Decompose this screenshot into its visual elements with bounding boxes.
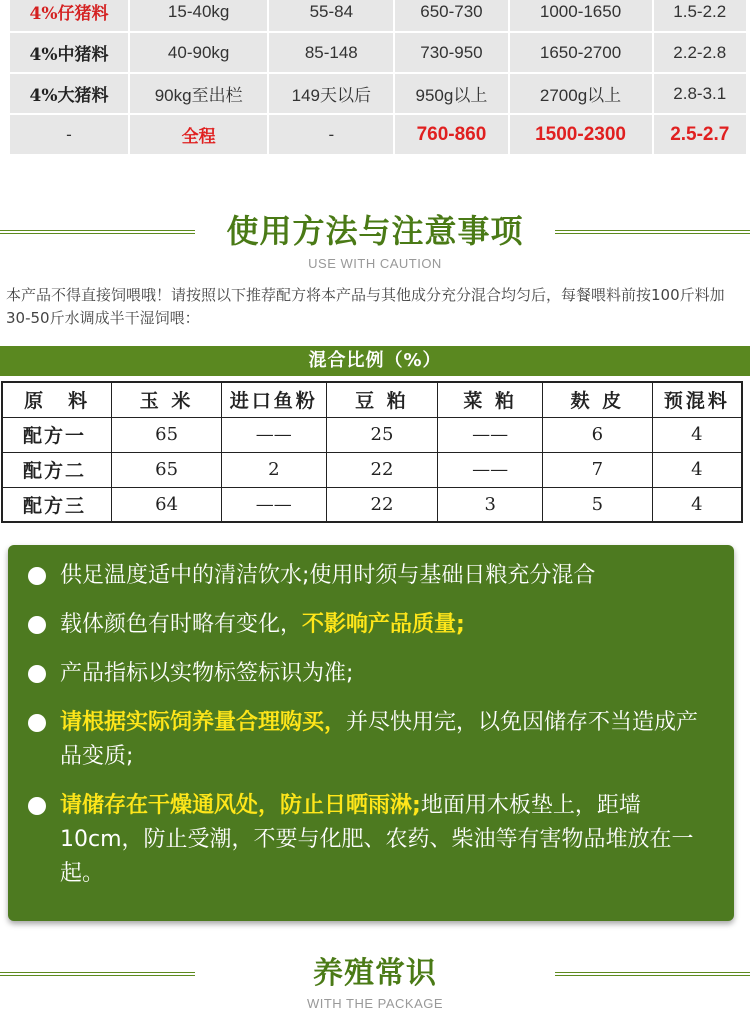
column-header: 麸 皮 [543,382,653,417]
total-gain: 760-860 [395,115,507,154]
table-cell: —— [221,417,326,452]
notice-highlight: 请储存在干燥通风处，防止日晒雨淋; [60,793,421,818]
breeding-title: 养殖常识 [313,956,437,991]
feed-ratio: 1.5-2.2 [654,0,746,31]
table-cell: 25 [326,417,438,452]
table-row [10,74,746,113]
column-header: 玉 米 [112,382,222,417]
table-cell: 4 [652,452,742,487]
feed-intake: 1000-1650 [510,0,652,31]
formula-name: 配方一 [2,417,112,452]
heading-divider-right [555,230,750,234]
feed-name: 4%中猪料 [10,33,128,72]
table-cell: 7 [543,452,653,487]
table-cell: —— [221,487,326,522]
feed-weight: 90kg至出栏 [130,74,267,113]
formula-name: 配方二 [2,452,112,487]
column-header: 菜 粕 [438,382,543,417]
notice-highlight: 请根据实际饲养量合理购买， [60,710,347,735]
table-row [2,452,742,487]
feed-weight: 15-40kg [130,0,267,31]
bullet-dot-icon [28,714,46,732]
table-total-row [10,115,746,154]
notice-item [26,706,716,774]
table-row [10,33,746,72]
total-name: - [10,115,128,154]
table-cell: 4 [652,487,742,522]
table-cell: —— [438,417,543,452]
feed-ratio: 2.8-3.1 [654,74,746,113]
total-intake: 1500-2300 [510,115,652,154]
table-cell: 22 [326,452,438,487]
table-cell: —— [438,452,543,487]
table-cell: 65 [112,417,222,452]
table-cell: 5 [543,487,653,522]
column-header: 进口鱼粉 [221,382,326,417]
table-header-row [2,382,742,417]
feed-intake: 2700g以上 [510,74,652,113]
formula-name: 配方三 [2,487,112,522]
notice-item [26,608,716,642]
usage-subtitle: USE WITH CAUTION [308,256,442,271]
table-row [2,487,742,522]
feed-weight: 40-90kg [130,33,267,72]
notice-item [26,657,716,691]
usage-heading [0,206,750,271]
bullet-dot-icon [28,567,46,585]
notice-item [26,789,716,891]
breeding-heading [0,948,750,1011]
mix-ratio-table [1,381,743,523]
table-cell: 6 [543,417,653,452]
notice-text: 载体颜色有时略有变化， [60,612,303,637]
heading-divider-right [555,972,750,976]
total-ratio: 2.5-2.7 [654,115,746,154]
table-cell: 3 [438,487,543,522]
feed-gain: 730-950 [395,33,507,72]
notice-text: 地面用木板垫上，距墙10cm，防止受潮，不要与化肥、农药、柴油等有害物品堆放在一起。 [60,793,694,886]
column-header: 预混料 [652,382,742,417]
notice-item [26,559,716,593]
table-cell: 2 [221,452,326,487]
feed-gain: 950g以上 [395,74,507,113]
notice-highlight: 不影响产品质量; [302,612,465,637]
feed-name: 4%仔猪料 [10,0,128,31]
table-cell: 64 [112,487,222,522]
notice-text: 产品指标以实物标签标识为准; [60,661,354,686]
table-cell: 22 [326,487,438,522]
heading-divider-left [0,230,195,234]
bullet-dot-icon [28,616,46,634]
column-header: 原 料 [2,382,112,417]
notice-text: 并尽快用完，以免因储存不当造成产品变质; [60,710,699,769]
bullet-dot-icon [28,797,46,815]
notice-text: 供足温度适中的清洁饮水;使用时须与基础日粮充分混合 [60,563,596,588]
feed-ratio: 2.2-2.8 [654,33,746,72]
feed-name: 4%大猪料 [10,74,128,113]
bullet-dot-icon [28,665,46,683]
breeding-subtitle: WITH THE PACKAGE [306,996,444,1011]
feed-intake: 1650-2700 [510,33,652,72]
mix-ratio-bar: 混合比例（%） [0,346,750,376]
caution-notice-box [8,545,734,921]
total-stage: 全程 [130,115,267,154]
usage-intro: 本产品不得直接饲喂哦！请按照以下推荐配方将本产品与其他成分充分混合均匀后，每餐喂料前按100斤料加30-50斤水调成半干湿饲喂： [6,286,725,327]
feed-stage-table [8,0,748,156]
feed-days: 149天以后 [269,74,393,113]
table-row [10,0,746,31]
total-days: - [269,115,393,154]
heading-divider-left [0,972,195,976]
table-row [2,417,742,452]
column-header: 豆 粕 [326,382,438,417]
feed-gain: 650-730 [395,0,507,31]
table-cell: 4 [652,417,742,452]
feed-days: 55-84 [269,0,393,31]
feed-days: 85-148 [269,33,393,72]
table-cell: 65 [112,452,222,487]
usage-title: 使用方法与注意事项 [226,212,524,250]
